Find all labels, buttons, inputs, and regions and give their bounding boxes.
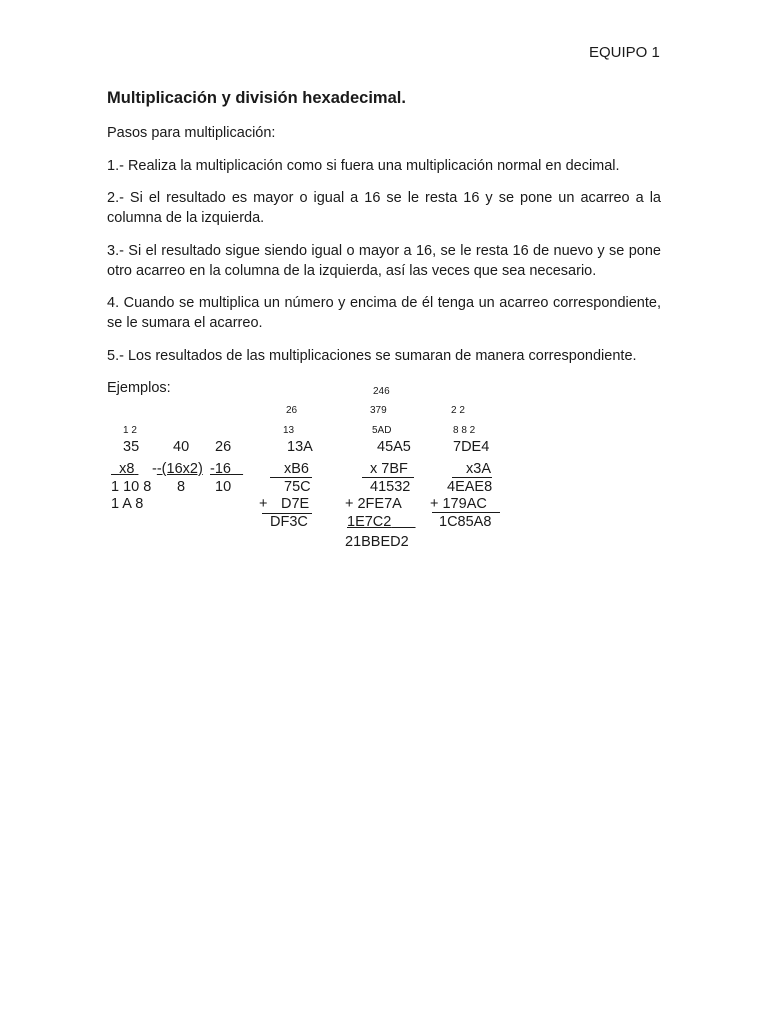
ex1-multiplier <box>111 461 138 477</box>
ex4-multiplicand: 7DE4 <box>453 439 490 455</box>
ex1c-top: 26 <box>215 439 232 455</box>
ex4-partial-1: 4EAE8 <box>447 479 493 495</box>
ex3-partial-3 <box>347 514 416 530</box>
ex1c-result: 10 <box>215 479 232 495</box>
ex2-carry: 13 <box>283 425 295 436</box>
ex3-carry: 5AD <box>372 425 392 436</box>
examples-label: Ejemplos: <box>107 380 171 396</box>
ex1c-op-text: -16 <box>210 461 231 477</box>
ex1-partial: 1 10 8 <box>111 479 152 495</box>
ex4-result: 1C85A8 <box>439 514 492 530</box>
ex4-carry-top: 2 2 <box>451 405 465 416</box>
ex2-partial-2: D7E <box>281 496 310 512</box>
ex4-multiplier: x3A <box>466 461 491 477</box>
ex2-carry-top: 26 <box>286 405 298 416</box>
ex3-partial-3-text: 1E7C2 <box>347 514 392 530</box>
ex2-line-1 <box>270 477 312 478</box>
ex1b-op-text: -(16x2) <box>156 461 203 477</box>
ex2-multiplicand: 13A <box>287 439 313 455</box>
ex2-plus: + <box>259 496 268 512</box>
ex3-partial-2: + 2FE7A <box>345 496 402 512</box>
ex3-partial-1: 41532 <box>370 479 411 495</box>
ex3-carry-top2: 246 <box>373 386 390 397</box>
ex1b-op: --(16x2) <box>152 461 203 477</box>
ex4-carry: 8 8 2 <box>453 425 476 436</box>
ex2-multiplier: xB6 <box>284 461 309 477</box>
ex1-multiplicand: 35 <box>123 439 140 455</box>
ex1-multiplier-text: x8 <box>119 461 135 477</box>
ex3-multiplicand: 45A5 <box>377 439 411 455</box>
ex1-carry: 1 2 <box>123 425 137 436</box>
ex2-partial-1: 75C <box>284 479 311 495</box>
document-title: Multiplicación y división hexadecimal. <box>107 89 406 107</box>
ex3-line-1 <box>362 477 414 478</box>
ex2-result: DF3C <box>270 514 308 530</box>
step-1: 1.- Realiza la multiplicación como si fuera una multiplicación normal en decimal. <box>107 158 620 174</box>
ex3-carry-top: 379 <box>370 405 387 416</box>
ex1b-top: 40 <box>173 439 190 455</box>
step-2: 2.- Si el resultado es mayor o igual a 16 se le resta 16 y se pone un acarreo a la columna de la izquierda. <box>107 190 661 226</box>
ex4-line-2 <box>432 512 500 513</box>
step-5: 5.- Los resultados de las multiplicaciones se sumaran de manera correspondiente. <box>107 348 637 364</box>
step-4: 4. Cuando se multiplica un número y encima de él tenga un acarreo correspondiente, se le sumara el acarreo. <box>107 295 661 331</box>
team-label: EQUIPO 1 <box>589 44 660 61</box>
ex1-result: 1 A 8 <box>111 496 144 512</box>
ex3-result: 21BBED2 <box>345 534 409 550</box>
ex1c-op <box>210 461 243 477</box>
ex3-multiplier: x 7BF <box>370 461 408 477</box>
ex4-partial-2: + 179AC <box>430 496 487 512</box>
intro-text: Pasos para multiplicación: <box>107 125 276 141</box>
step-3: 3.- Si el resultado sigue siendo igual o mayor a 16, se le resta 16 de nuevo y se pone otro acarreo en la columna de la izquierda, así las veces que sea necesario. <box>107 243 661 279</box>
ex1b-result: 8 <box>177 479 186 495</box>
ex4-line-1 <box>452 477 492 478</box>
